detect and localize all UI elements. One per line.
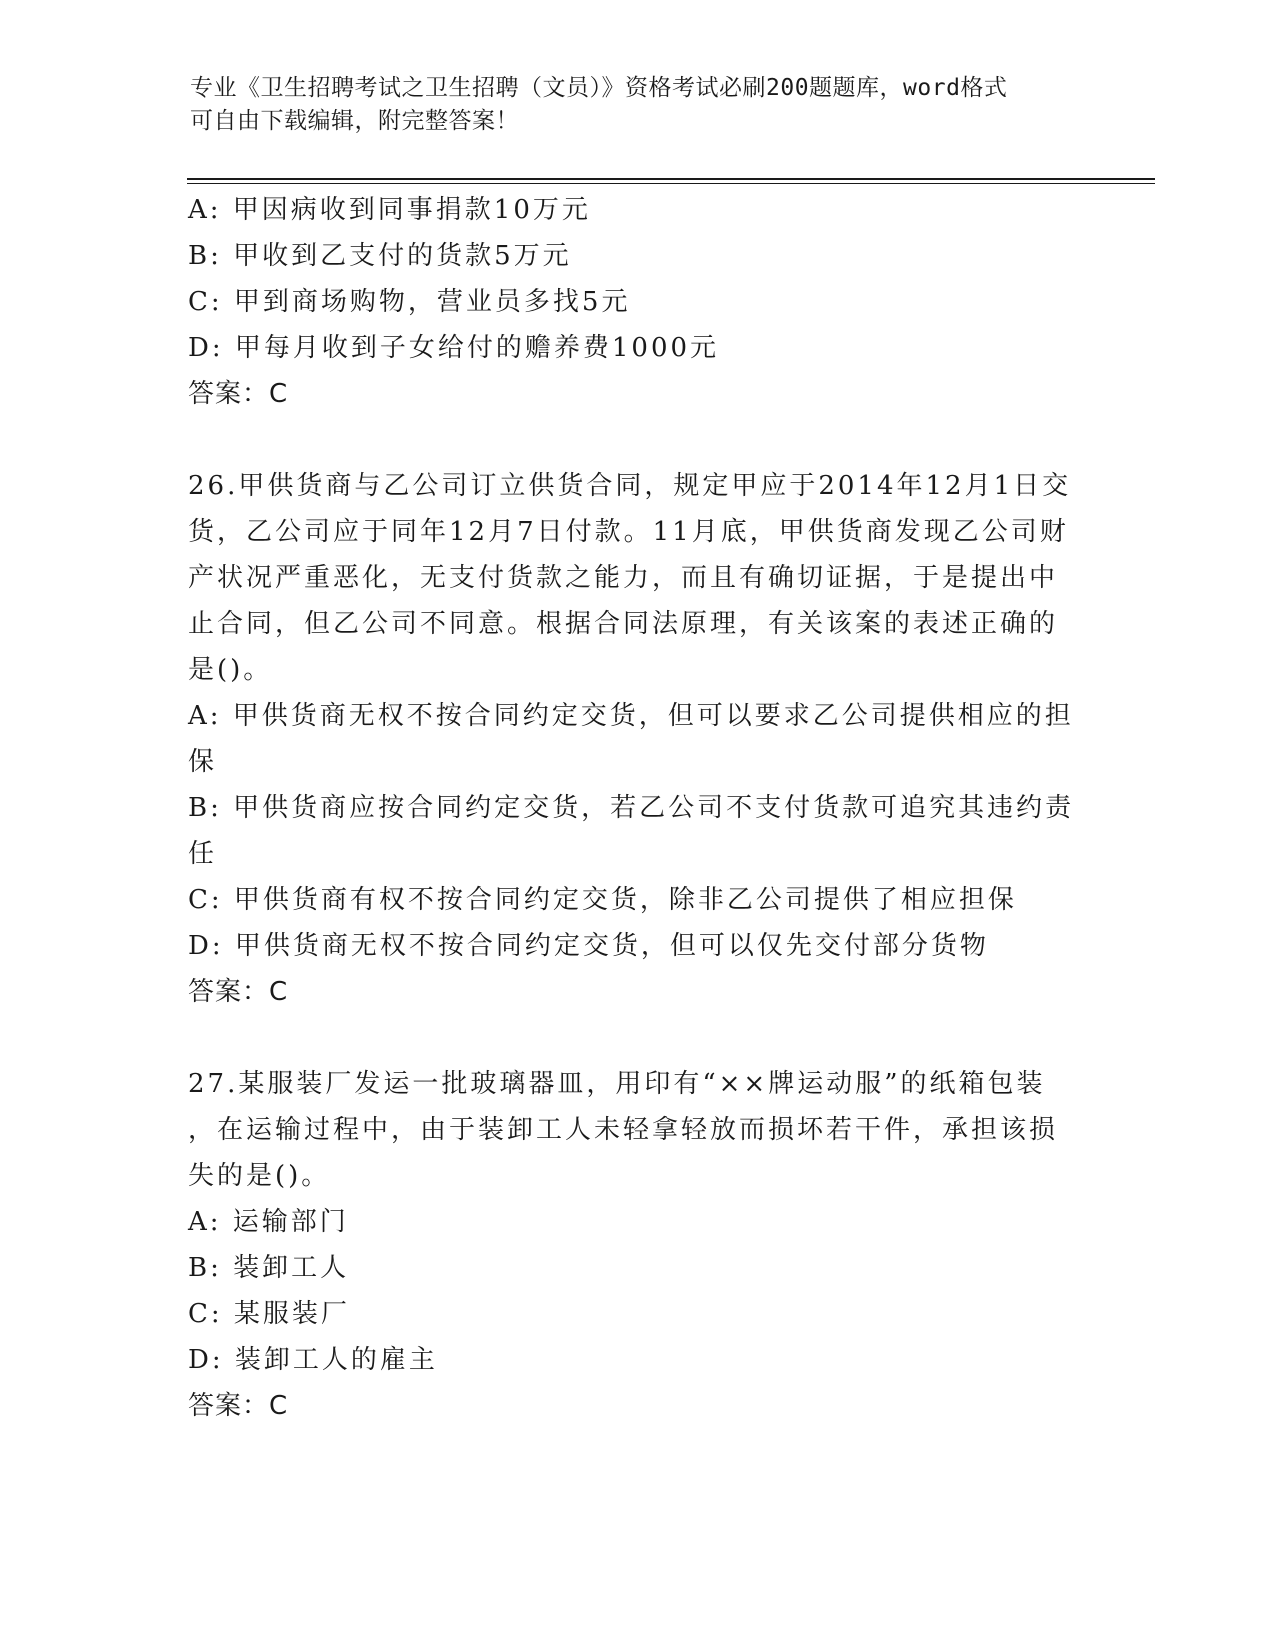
option-c: C: 甲供货商有权不按合同约定交货，除非乙公司提供了相应担保 (188, 885, 1017, 915)
option-d: D: 甲每月收到子女给付的赡养费1000元 (188, 333, 720, 363)
answer: 答案：C (188, 1391, 289, 1421)
stem-line: 是()。 (188, 655, 273, 685)
option-a (188, 693, 1088, 785)
option-b: B: 装卸工人 (188, 1253, 350, 1283)
answer: 答案：C (188, 379, 289, 409)
stem-line: 失的是()。 (188, 1161, 331, 1191)
option-b: B: 甲收到乙支付的货款5万元 (188, 241, 572, 271)
option-c: C: 甲到商场购物，营业员多找5元 (188, 287, 631, 317)
question-list (188, 187, 1088, 1429)
spacer (188, 1015, 1088, 1061)
option-b-line-2: 任 (188, 839, 218, 869)
header-line-1: 专业《卫生招聘考试之卫生招聘（文员）》资格考试必刷200题题库，word格式 (190, 75, 1008, 101)
option-d: D: 装卸工人的雇主 (188, 1345, 438, 1375)
header-divider-thin (187, 183, 1155, 184)
stem-line: 26.甲供货商与乙公司订立供货合同，规定甲应于2014年12月1日交 (188, 471, 1072, 501)
option-a-line-1: A: 甲供货商无权不按合同约定交货，但可以要求乙公司提供相应的担 (188, 701, 1074, 731)
spacer (188, 417, 1088, 463)
option-c: C: 某服装厂 (188, 1299, 350, 1329)
question-26 (188, 463, 1088, 1015)
stem-line: ，在运输过程中，由于装卸工人未轻拿轻放而损坏若干件，承担该损 (188, 1115, 1059, 1145)
question-25 (188, 187, 1088, 417)
header-line-2: 可自由下载编辑，附完整答案！ (190, 108, 519, 134)
option-b (188, 785, 1088, 877)
document-header (190, 72, 1090, 138)
question-stem (188, 463, 1088, 693)
stem-line: 产状况严重恶化，无支付货款之能力，而且有确切证据，于是提出中 (188, 563, 1059, 593)
question-27 (188, 1061, 1088, 1429)
answer: 答案：C (188, 977, 289, 1007)
option-a-line-2: 保 (188, 747, 218, 777)
question-stem (188, 1061, 1088, 1199)
option-b-line-1: B: 甲供货商应按合同约定交货，若乙公司不支付货款可追究其违约责 (188, 793, 1075, 823)
option-d: D: 甲供货商无权不按合同约定交货，但可以仅先交付部分货物 (188, 931, 989, 961)
stem-line: 货，乙公司应于同年12月7日付款。11月底，甲供货商发现乙公司财 (188, 517, 1069, 547)
option-a: A: 甲因病收到同事捐款10万元 (188, 195, 591, 225)
header-divider-thick (187, 178, 1155, 180)
stem-line: 27.某服装厂发运一批玻璃器皿，用印有“××牌运动服”的纸箱包装 (188, 1069, 1046, 1099)
stem-line: 止合同，但乙公司不同意。根据合同法原理，有关该案的表述正确的 (188, 609, 1059, 639)
option-a: A: 运输部门 (188, 1207, 349, 1237)
